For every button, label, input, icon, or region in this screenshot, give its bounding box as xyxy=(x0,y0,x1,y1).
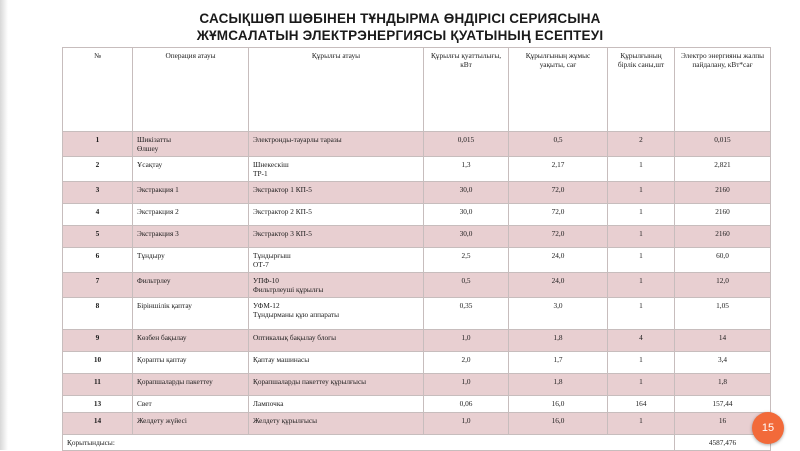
total-value: 4587,476 xyxy=(675,435,771,451)
header-work-time: Құрылғының жұмыс уақыты, сағ xyxy=(509,48,608,132)
cell-operation: Свет xyxy=(133,396,249,413)
cell-power: 2,5 xyxy=(424,248,509,273)
cell-unit-count: 1 xyxy=(608,204,675,226)
cell-device: Оптикалық бақылау блогы xyxy=(249,330,424,352)
cell-total-energy: 2160 xyxy=(675,226,771,248)
cell-total-energy: 0,015 xyxy=(675,132,771,157)
cell-total-energy: 1,05 xyxy=(675,298,771,330)
cell-operation: Тұндыру xyxy=(133,248,249,273)
cell-power: 1,3 xyxy=(424,157,509,182)
cell-total-energy: 2,821 xyxy=(675,157,771,182)
header-total-energy: Электро энергияны жалпы пайдалану, кВт*сағ xyxy=(675,48,771,132)
cell-work-time: 24,0 xyxy=(509,248,608,273)
cell-work-time: 1,7 xyxy=(509,352,608,374)
cell-unit-count: 1 xyxy=(608,226,675,248)
cell-device: Шнекескіш ТР-1 xyxy=(249,157,424,182)
cell-number: 2 xyxy=(63,157,133,182)
table-row xyxy=(63,330,771,352)
cell-power: 30,0 xyxy=(424,204,509,226)
cell-number: 1 xyxy=(63,132,133,157)
cell-power: 1,0 xyxy=(424,374,509,396)
table-body xyxy=(63,132,771,435)
cell-operation: Көзбен бақылау xyxy=(133,330,249,352)
total-label: Қорытындысы: xyxy=(63,435,675,451)
cell-work-time: 1,8 xyxy=(509,330,608,352)
cell-power: 2,0 xyxy=(424,352,509,374)
cell-device: Лампочка xyxy=(249,396,424,413)
cell-work-time: 72,0 xyxy=(509,204,608,226)
table-header-row xyxy=(63,48,771,132)
cell-operation: Экстракция 3 xyxy=(133,226,249,248)
cell-power: 0,06 xyxy=(424,396,509,413)
cell-operation: Қорапшаларды пакеттеу xyxy=(133,374,249,396)
cell-total-energy: 157,44 xyxy=(675,396,771,413)
slide-title-line-1: САСЫҚШӨП ШӨБІНЕН ТҰНДЫРМА ӨНДІРІСІ СЕРИЯСЫНА xyxy=(199,11,601,26)
cell-device: УФМ-12 Тұндырманы құю аппараты xyxy=(249,298,424,330)
cell-device: Тұндырғыш ОТ-7 xyxy=(249,248,424,273)
cell-unit-count: 1 xyxy=(608,273,675,298)
slide-edge-shadow xyxy=(0,0,8,450)
cell-work-time: 72,0 xyxy=(509,226,608,248)
cell-unit-count: 2 xyxy=(608,132,675,157)
cell-number: 3 xyxy=(63,182,133,204)
table-row xyxy=(63,204,771,226)
cell-total-energy: 60,0 xyxy=(675,248,771,273)
cell-operation: Экстракция 2 xyxy=(133,204,249,226)
table-row xyxy=(63,374,771,396)
cell-unit-count: 1 xyxy=(608,157,675,182)
cell-number: 7 xyxy=(63,273,133,298)
cell-device: Экстрактор 2 КП-5 xyxy=(249,204,424,226)
energy-calculation-table xyxy=(62,47,771,451)
cell-operation: Ұсақтау xyxy=(133,157,249,182)
cell-power: 1,0 xyxy=(424,413,509,435)
cell-work-time: 24,0 xyxy=(509,273,608,298)
cell-power: 30,0 xyxy=(424,226,509,248)
cell-work-time: 0,5 xyxy=(509,132,608,157)
cell-work-time: 16,0 xyxy=(509,413,608,435)
cell-device: Қаптау машинасы xyxy=(249,352,424,374)
slide-title-line-2: ЖҰМСАЛАТЫН ЭЛЕКТРЭНЕРГИЯСЫ ҚУАТЫНЫҢ ЕСЕПТЕУІ xyxy=(196,28,604,43)
cell-operation: Фильтрлеу xyxy=(133,273,249,298)
table-row xyxy=(63,298,771,330)
table-row xyxy=(63,396,771,413)
cell-unit-count: 1 xyxy=(608,374,675,396)
cell-work-time: 16,0 xyxy=(509,396,608,413)
cell-power: 0,015 xyxy=(424,132,509,157)
cell-number: 9 xyxy=(63,330,133,352)
cell-total-energy: 2160 xyxy=(675,182,771,204)
table-row xyxy=(63,413,771,435)
cell-unit-count: 1 xyxy=(608,182,675,204)
table-row xyxy=(63,157,771,182)
cell-device: УПФ-10 Фильтрлеуші құрылғы xyxy=(249,273,424,298)
header-operation: Операция атауы xyxy=(133,48,249,132)
cell-number: 4 xyxy=(63,204,133,226)
table-row xyxy=(63,273,771,298)
cell-power: 30,0 xyxy=(424,182,509,204)
cell-number: 6 xyxy=(63,248,133,273)
cell-number: 10 xyxy=(63,352,133,374)
table-row xyxy=(63,226,771,248)
cell-total-energy: 14 xyxy=(675,330,771,352)
cell-number: 8 xyxy=(63,298,133,330)
cell-device: Экстрактор 3 КП-5 xyxy=(249,226,424,248)
cell-number: 14 xyxy=(63,413,133,435)
cell-device: Желдету құрылғысы xyxy=(249,413,424,435)
cell-number: 13 xyxy=(63,396,133,413)
table-row xyxy=(63,182,771,204)
cell-unit-count: 164 xyxy=(608,396,675,413)
cell-number: 11 xyxy=(63,374,133,396)
cell-unit-count: 1 xyxy=(608,298,675,330)
cell-total-energy: 16 xyxy=(675,413,771,435)
cell-operation: Желдету жүйесі xyxy=(133,413,249,435)
slide-title xyxy=(0,10,800,44)
cell-work-time: 3,0 xyxy=(509,298,608,330)
cell-operation: Біріншілік қаптау xyxy=(133,298,249,330)
table-row xyxy=(63,132,771,157)
cell-total-energy: 2160 xyxy=(675,204,771,226)
cell-work-time: 2,17 xyxy=(509,157,608,182)
cell-operation: Шикізатты Өлшеу xyxy=(133,132,249,157)
header-number: № xyxy=(63,48,133,132)
cell-power: 1,0 xyxy=(424,330,509,352)
total-row xyxy=(63,435,771,451)
cell-unit-count: 1 xyxy=(608,413,675,435)
header-power: Құрылғы қуаттылығы, кВт xyxy=(424,48,509,132)
header-device: Құрылғы атауы xyxy=(249,48,424,132)
cell-device: Қорапшаларды пакеттеу құрылғысы xyxy=(249,374,424,396)
cell-work-time: 72,0 xyxy=(509,182,608,204)
cell-device: Экстрактор 1 КП-5 xyxy=(249,182,424,204)
cell-operation: Экстракция 1 xyxy=(133,182,249,204)
table-row xyxy=(63,248,771,273)
cell-operation: Қорапты қаптау xyxy=(133,352,249,374)
cell-unit-count: 1 xyxy=(608,248,675,273)
cell-unit-count: 4 xyxy=(608,330,675,352)
table-row xyxy=(63,352,771,374)
cell-unit-count: 1 xyxy=(608,352,675,374)
cell-power: 0,35 xyxy=(424,298,509,330)
cell-work-time: 1,8 xyxy=(509,374,608,396)
cell-total-energy: 3,4 xyxy=(675,352,771,374)
header-unit-count: Құрылғының бірлік саны,шт xyxy=(608,48,675,132)
page-number-badge: 15 xyxy=(752,412,784,444)
cell-number: 5 xyxy=(63,226,133,248)
cell-total-energy: 1,8 xyxy=(675,374,771,396)
energy-table-container xyxy=(62,47,770,447)
cell-total-energy: 12,0 xyxy=(675,273,771,298)
cell-power: 0,5 xyxy=(424,273,509,298)
cell-device: Электронды-тауарлы таразы xyxy=(249,132,424,157)
